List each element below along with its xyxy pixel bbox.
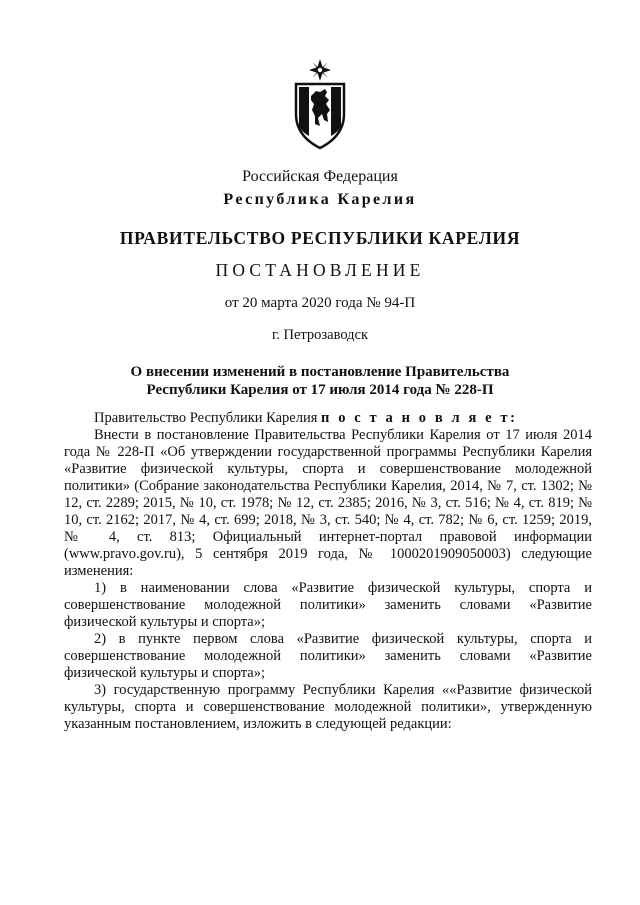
document-body bbox=[64, 410, 592, 733]
intro-text: Правительство Республики Карелия bbox=[94, 410, 322, 426]
country-name: Российская Федерация bbox=[242, 168, 398, 185]
republic-name: Республика Карелия bbox=[223, 191, 417, 208]
list-item-3: 3) государственную программу Республики Карелия ««Развитие физической культуры, спорта и совершенствование молодежной политики», утвержденную указанным постановлением, изложить в следующей редакции: bbox=[64, 682, 592, 732]
intro-paragraph bbox=[64, 410, 592, 427]
list-item-2: 2) в пункте первом слова «Развитие физической культуры, спорта и совершенствование молодежной политики» заменить словами «Развитие физической культуры и спорта»; bbox=[64, 631, 592, 681]
document-date-number: от 20 марта 2020 года № 94-П bbox=[224, 295, 416, 311]
coat-of-arms-icon bbox=[290, 58, 350, 150]
government-title: ПРАВИТЕЛЬСТВО РЕСПУБЛИКИ КАРЕЛИЯ bbox=[119, 228, 521, 248]
intro-colon: : bbox=[510, 410, 515, 426]
list-item-1: 1) в наименовании слова «Развитие физической культуры, спорта и совершенствование молодежной политики» заменить словами «Развитие физической культуры и спорта»; bbox=[64, 580, 592, 630]
document-city: г. Петрозаводск bbox=[271, 327, 369, 343]
paragraph-main: Внести в постановление Правительства Республики Карелия от 17 июля 2014 года № 228-П «Об утверждении государственной программы Республики Карелия «Развитие физической культуры, спорта и совершенствование молодежной политики» (Собрание законодательства Республики Карелия, 2014, № 7, ст. 1302; № 12, ст. 2289; 2015, № 10, ст. 1978; № 12, ст. 2385; 2016, № 3, ст. 516; № 4, ст. 819; № 10, ст. 2162; 2017, № 4, ст. 699; 2018, № 3, ст. 540; № 4, ст. 782; № 6, ст. 1259; 2019, № 4, ст. 813; Официальный интернет-портал правовой информации (www.pravo.gov.ru), 5 сентября 2019 года, № 1000201909050003) следующие изменения: bbox=[64, 427, 592, 579]
document-subject bbox=[0, 363, 640, 399]
document-type: ПОСТАНОВЛЕНИЕ bbox=[215, 260, 425, 280]
intro-verb: п о с т а н о в л я е т bbox=[321, 410, 511, 426]
subject-line-1: О внесении изменений в постановление Правительства bbox=[130, 364, 510, 380]
subject-line-2: Республики Карелия от 17 июля 2014 года № 228-П bbox=[146, 382, 494, 398]
